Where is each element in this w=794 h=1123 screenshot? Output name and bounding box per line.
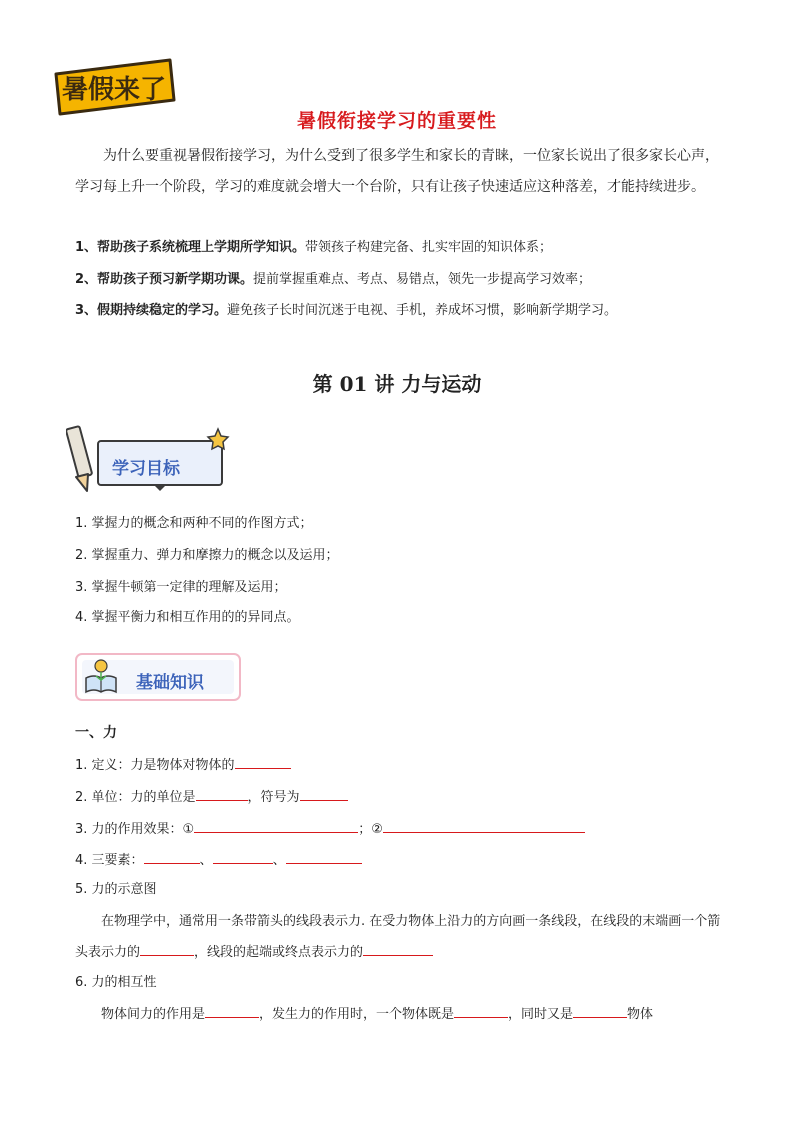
benefit-point-2 [75,270,735,290]
fill-blank[interactable] [454,1003,508,1018]
fill-blank[interactable] [300,786,348,801]
fill-blank[interactable] [144,849,200,864]
goal-item: 4. 掌握平衡力和相互作用的的异同点。 [75,610,300,625]
page-title: 暑假衔接学习的重要性 [296,110,497,132]
lesson-title: 第 01 讲 力与运动 [312,372,482,396]
benefit-point-2-bold: 2、帮助孩子预习新学期功课。 [75,272,254,287]
goal-item: 3. 掌握牛顿第一定律的理解及运用； [75,580,287,595]
force-diagram-text: 在物理学中，通常用一条带箭头的线段表示力. 在受力物体上沿力的方向画一条线段，在线段的末端画一个箭头表示力的 [75,914,721,960]
fill-blank[interactable] [213,849,273,864]
separator-text: 、 [272,853,286,868]
item-unit-symbol-text: ，符号为 [247,790,300,805]
section-heading: 一、力 [75,725,117,741]
item-mutual-force: 6. 力的相互性 [75,975,157,990]
item-effect [75,818,585,840]
benefit-point-2-text: 提前掌握重难点、考点、易错点，领先一步提高学习效率； [253,272,592,287]
fill-blank[interactable] [286,849,362,864]
fill-blank[interactable] [363,941,433,956]
fill-blank[interactable] [140,941,194,956]
force-diagram-text-2: ，线段的起端或终点表示力的 [194,945,364,960]
benefit-point-3-bold: 3、假期持续稳定的学习。 [75,303,228,318]
goal-item: 2. 掌握重力、弹力和摩擦力的概念以及运用； [75,548,339,563]
item-unit [75,786,348,808]
learning-goals-label: 学习目标 [112,459,180,479]
basic-knowledge-label: 基础知识 [136,673,204,693]
benefit-point-3 [75,301,735,321]
item-force-diagram: 5. 力的示意图 [75,882,157,897]
benefit-point-1 [75,238,735,258]
benefit-point-3-text: 避免孩子长时间沉迷于电视、手机，养成坏习惯，影响新学期学习。 [227,303,618,318]
mutual-force-text-2: ，发生力的作用时，一个物体既是 [259,1007,455,1022]
item-three-elements-text: 4. 三要素： [75,853,144,868]
pencil-icon [66,426,92,491]
fill-blank[interactable] [194,818,358,833]
fill-blank[interactable] [196,786,248,801]
item-definition [75,754,291,776]
separator-text: 、 [199,853,213,868]
benefit-point-1-text: 带领孩子构建完备、扎实牢固的知识体系； [305,240,553,255]
benefit-point-1-bold: 1、帮助孩子系统梳理上学期所学知识。 [75,240,306,255]
item-three-elements [75,849,362,871]
mutual-force-text-4: 物体 [627,1007,654,1022]
logo-text: 暑假来了 [61,75,167,105]
fill-blank[interactable] [235,754,291,769]
mutual-force-paragraph [75,999,725,1030]
goal-item: 1. 掌握力的概念和两种不同的作图方式； [75,516,313,531]
intro-paragraph: 为什么要重视暑假衔接学习，为什么受到了很多学生和家长的青睐，一位家长说出了很多家长心声，学习每上升一个阶段，学习的难度就会增大一个台阶，只有让孩子快速适应这种落差，才能持续进步。 [75,148,719,195]
mutual-force-text-3: ，同时又是 [508,1007,574,1022]
item-unit-text: 2. 单位：力的单位是 [75,790,196,805]
item-effect-text: 3. 力的作用效果：① [75,822,195,837]
force-diagram-paragraph [75,906,725,968]
mutual-force-text: 物体间力的作用是 [101,1007,206,1022]
fill-blank[interactable] [383,818,585,833]
item-definition-text: 1. 定义：力是物体对物体的 [75,758,235,773]
fill-blank[interactable] [205,1003,259,1018]
fill-blank[interactable] [573,1003,627,1018]
item-effect-second-text: ；② [358,822,383,837]
